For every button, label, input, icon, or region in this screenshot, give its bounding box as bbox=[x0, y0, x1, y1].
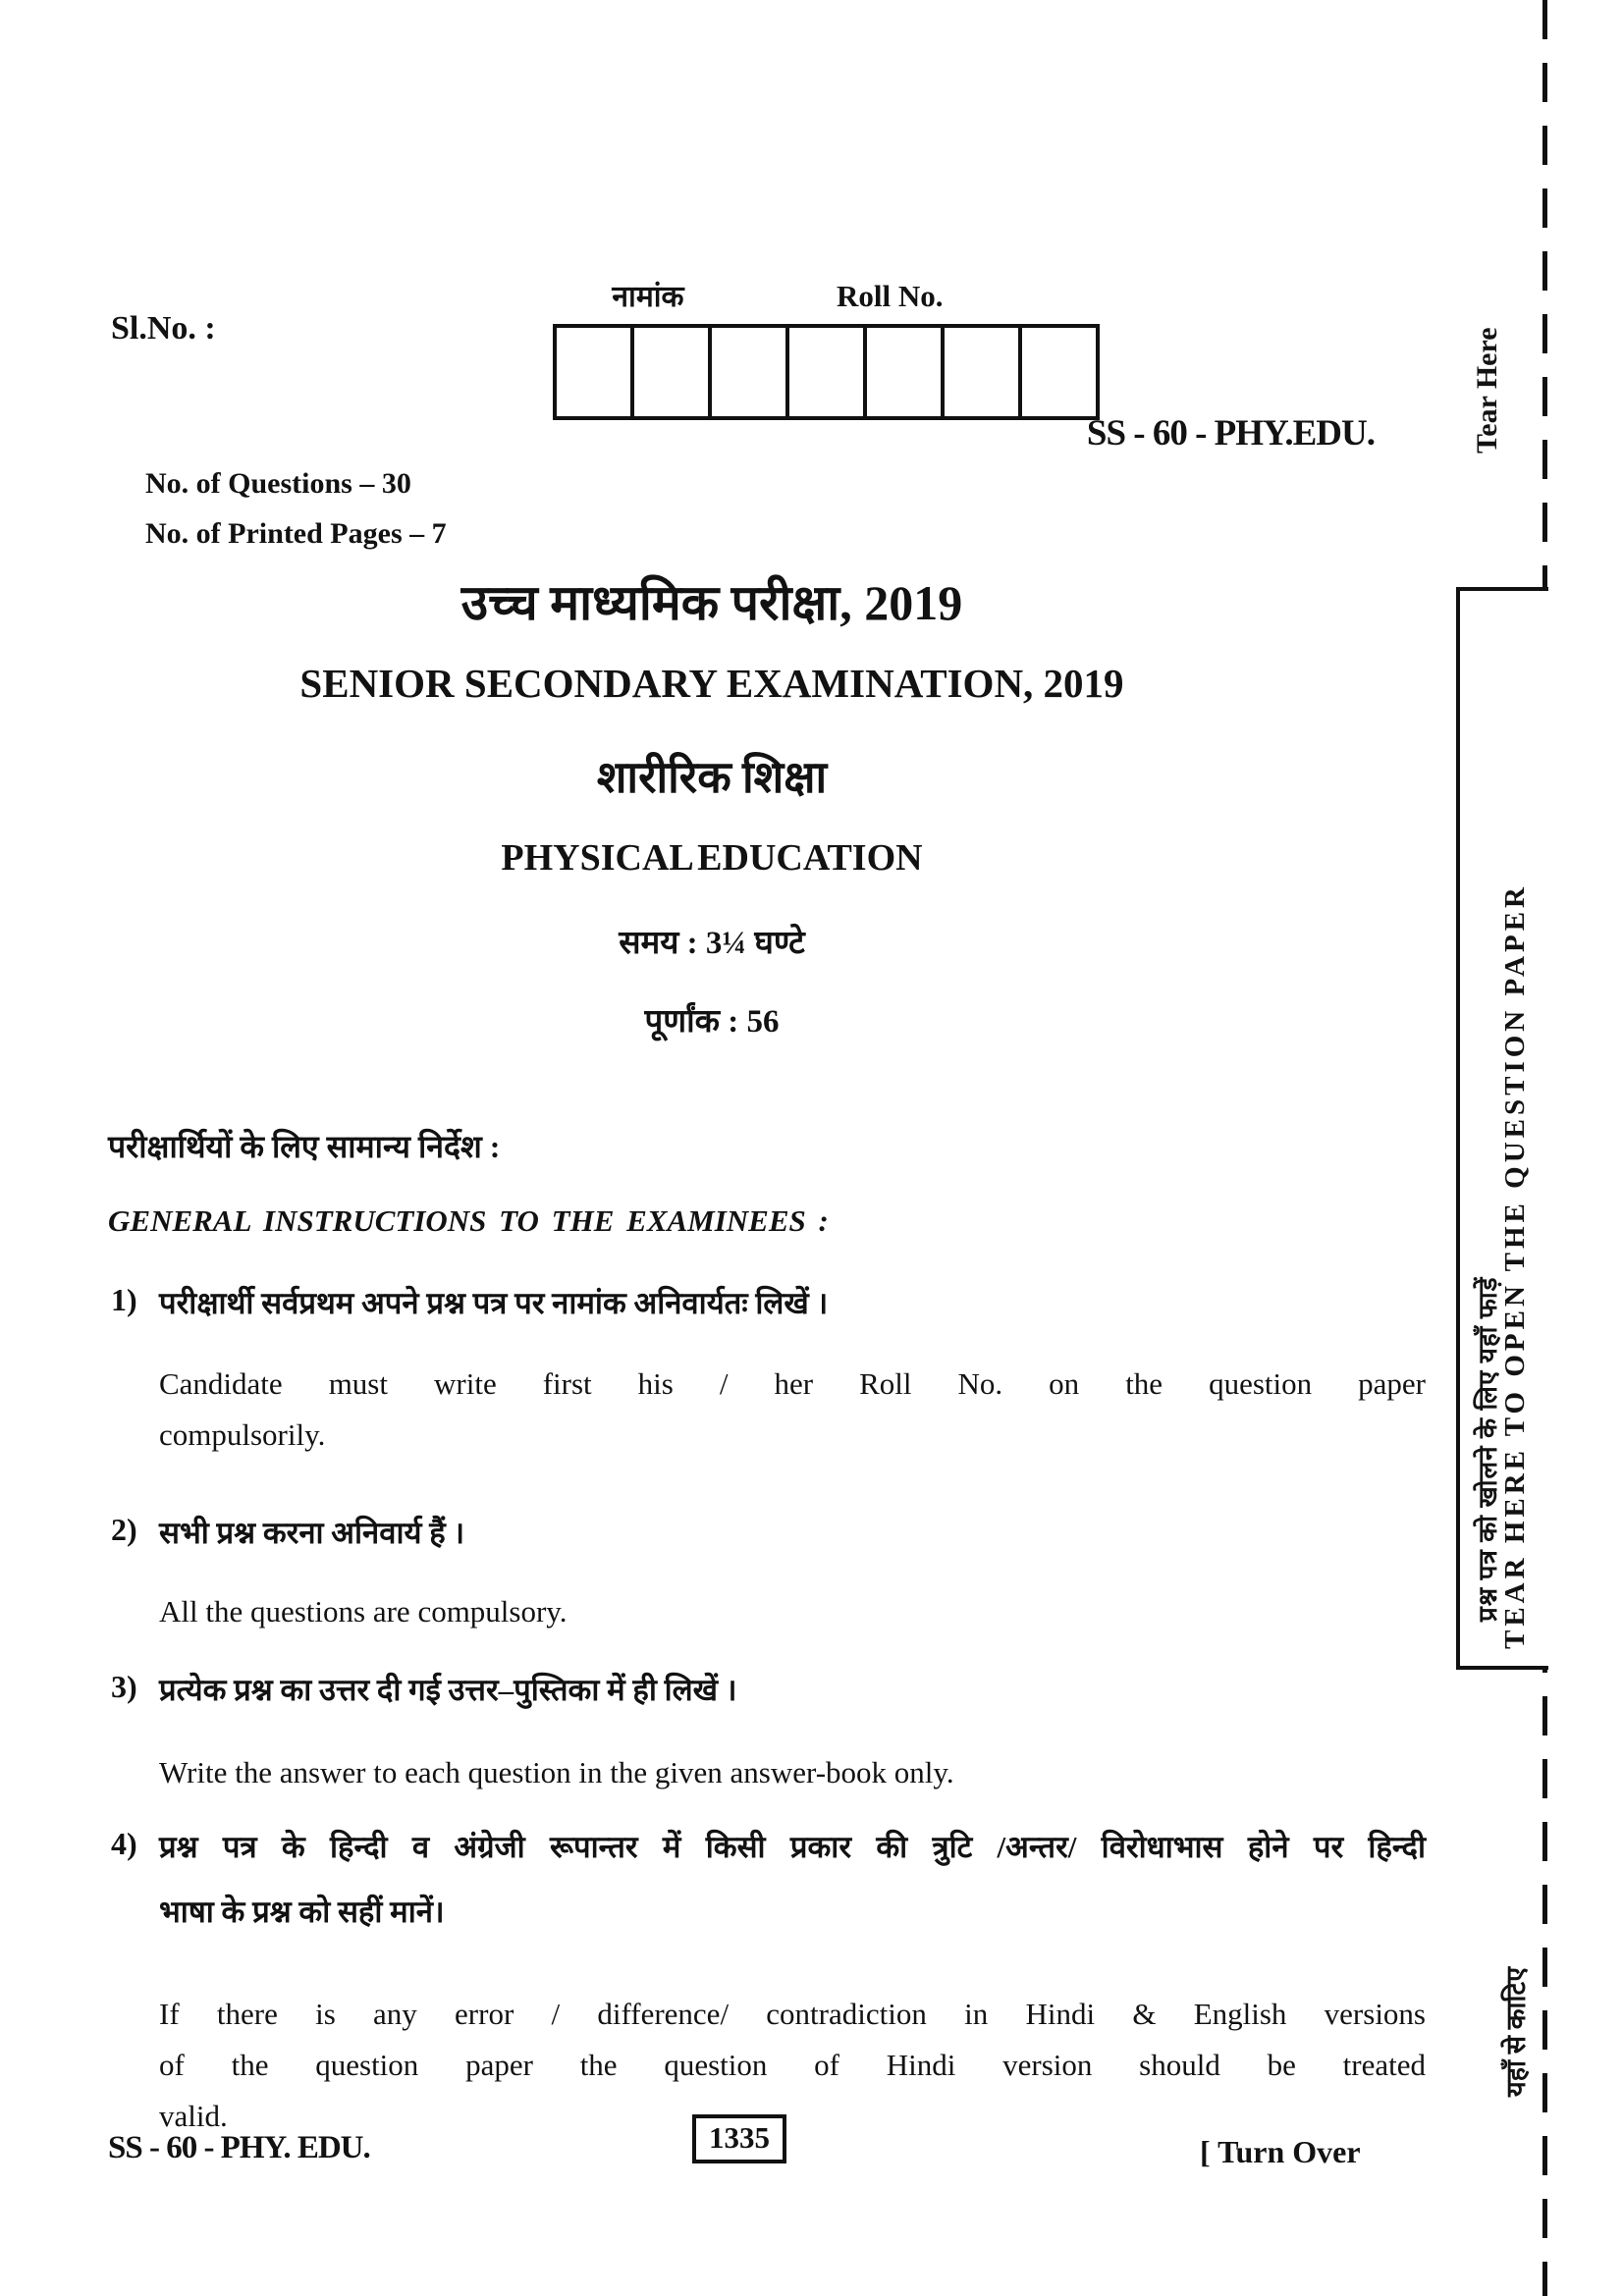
instruction-hindi-line: भाषा के प्रश्न को सहीं मानें। bbox=[159, 1895, 445, 1929]
instruction-hindi-line: प्रश्न पत्र के हिन्दी व अंग्रेजी रूपान्तर में किसी प्रकार की त्रुटि /अन्तर/ विरोधाभास होने पर हिन्दी bbox=[159, 1830, 1426, 1864]
instruction-hindi-line: सभी प्रश्न करना अनिवार्य हैं । bbox=[159, 1516, 465, 1550]
instruction-english bbox=[159, 1366, 1426, 1468]
roll-box-cell bbox=[557, 328, 634, 416]
exam-title-hindi: उच्च माध्यमिक परीक्षा, 2019 bbox=[460, 575, 963, 630]
roll-box-cell bbox=[789, 328, 867, 416]
subject-title-hindi: शारीरिक शिक्षा bbox=[596, 753, 828, 802]
instruction-hindi bbox=[159, 1826, 1426, 1955]
instruction-english-line: Candidate must write first his / her Roll No. on the question paper bbox=[159, 1366, 1426, 1401]
tear-open-label-english: TEAR HERE TO OPEN THE QUESTION PAPER bbox=[1499, 883, 1531, 1649]
instruction-english bbox=[159, 1997, 1426, 2150]
tear-here-label: Tear Here bbox=[1471, 327, 1503, 454]
instruction-number: 1) bbox=[111, 1282, 137, 1317]
maximum-marks: पूर्णांक : 56 bbox=[644, 1004, 780, 1040]
instruction-english-line: valid. bbox=[159, 2099, 228, 2133]
serial-number-label: Sl.No. : bbox=[111, 310, 216, 347]
instruction-english-line: If there is any error / difference/ contradiction in Hindi & English versions bbox=[159, 1997, 1426, 2031]
booklet-serial-box: 1335 bbox=[692, 2114, 786, 2163]
cut-here-label-hindi: यहाँ से काटिए bbox=[1501, 1966, 1531, 2097]
instruction-hindi bbox=[159, 1669, 1426, 1734]
instruction-hindi bbox=[159, 1512, 1426, 1576]
roll-box-cell bbox=[1022, 328, 1096, 416]
instructions-heading-english: GENERAL INSTRUCTIONS TO THE EXAMINEES : bbox=[108, 1203, 829, 1238]
roll-box-cell bbox=[712, 328, 789, 416]
instruction-hindi bbox=[159, 1282, 1426, 1347]
exam-title-english: SENIOR SECONDARY EXAMINATION, 2019 bbox=[299, 661, 1124, 706]
instruction-hindi-line: परीक्षार्थी सर्वप्रथम अपने प्रश्न पत्र पर नामांक अनिवार्यतः लिखें । bbox=[159, 1286, 829, 1320]
instruction-english bbox=[159, 1755, 1426, 1806]
paper-code-top: SS - 60 - PHY.EDU. bbox=[1086, 413, 1375, 454]
instructions-heading-hindi: परीक्षार्थियों के लिए सामान्य निर्देश : bbox=[108, 1129, 501, 1164]
tear-open-label-hindi: प्रश्न पत्र को खोलने के लिए यहाँ फाड़ें bbox=[1474, 1276, 1502, 1622]
num-printed-pages-label: No. of Printed Pages – 7 bbox=[145, 517, 447, 550]
roll-no-label: Roll No. bbox=[837, 279, 944, 313]
roll-box-cell bbox=[867, 328, 945, 416]
instruction-english-line: compulsorily. bbox=[159, 1417, 326, 1452]
time-allowed: समय : 3¼ घण्टे bbox=[619, 926, 805, 961]
namank-label: नामांक bbox=[612, 281, 684, 313]
turn-over-label: [ Turn Over bbox=[1200, 2134, 1361, 2169]
paper-code-footer: SS - 60 - PHY. EDU. bbox=[108, 2130, 370, 2165]
roll-box-cell bbox=[634, 328, 712, 416]
instruction-english-line: Write the answer to each question in the given answer-book only. bbox=[159, 1755, 954, 1789]
subject-title-english: PHYSICAL EDUCATION bbox=[501, 837, 923, 879]
roll-number-boxes bbox=[553, 324, 1100, 420]
instruction-english-line: of the question paper the question of Hindi version should be treated bbox=[159, 2048, 1426, 2082]
instruction-number: 3) bbox=[111, 1669, 137, 1704]
num-questions-label: No. of Questions – 30 bbox=[145, 467, 411, 500]
instruction-number: 2) bbox=[111, 1512, 137, 1547]
instruction-number: 4) bbox=[111, 1826, 137, 1861]
instruction-english-line: All the questions are compulsory. bbox=[159, 1594, 568, 1629]
roll-box-cell bbox=[945, 328, 1022, 416]
instruction-english bbox=[159, 1594, 1426, 1645]
instruction-hindi-line: प्रत्येक प्रश्न का उत्तर दी गई उत्तर–पुस्तिका में ही लिखें । bbox=[159, 1673, 737, 1707]
